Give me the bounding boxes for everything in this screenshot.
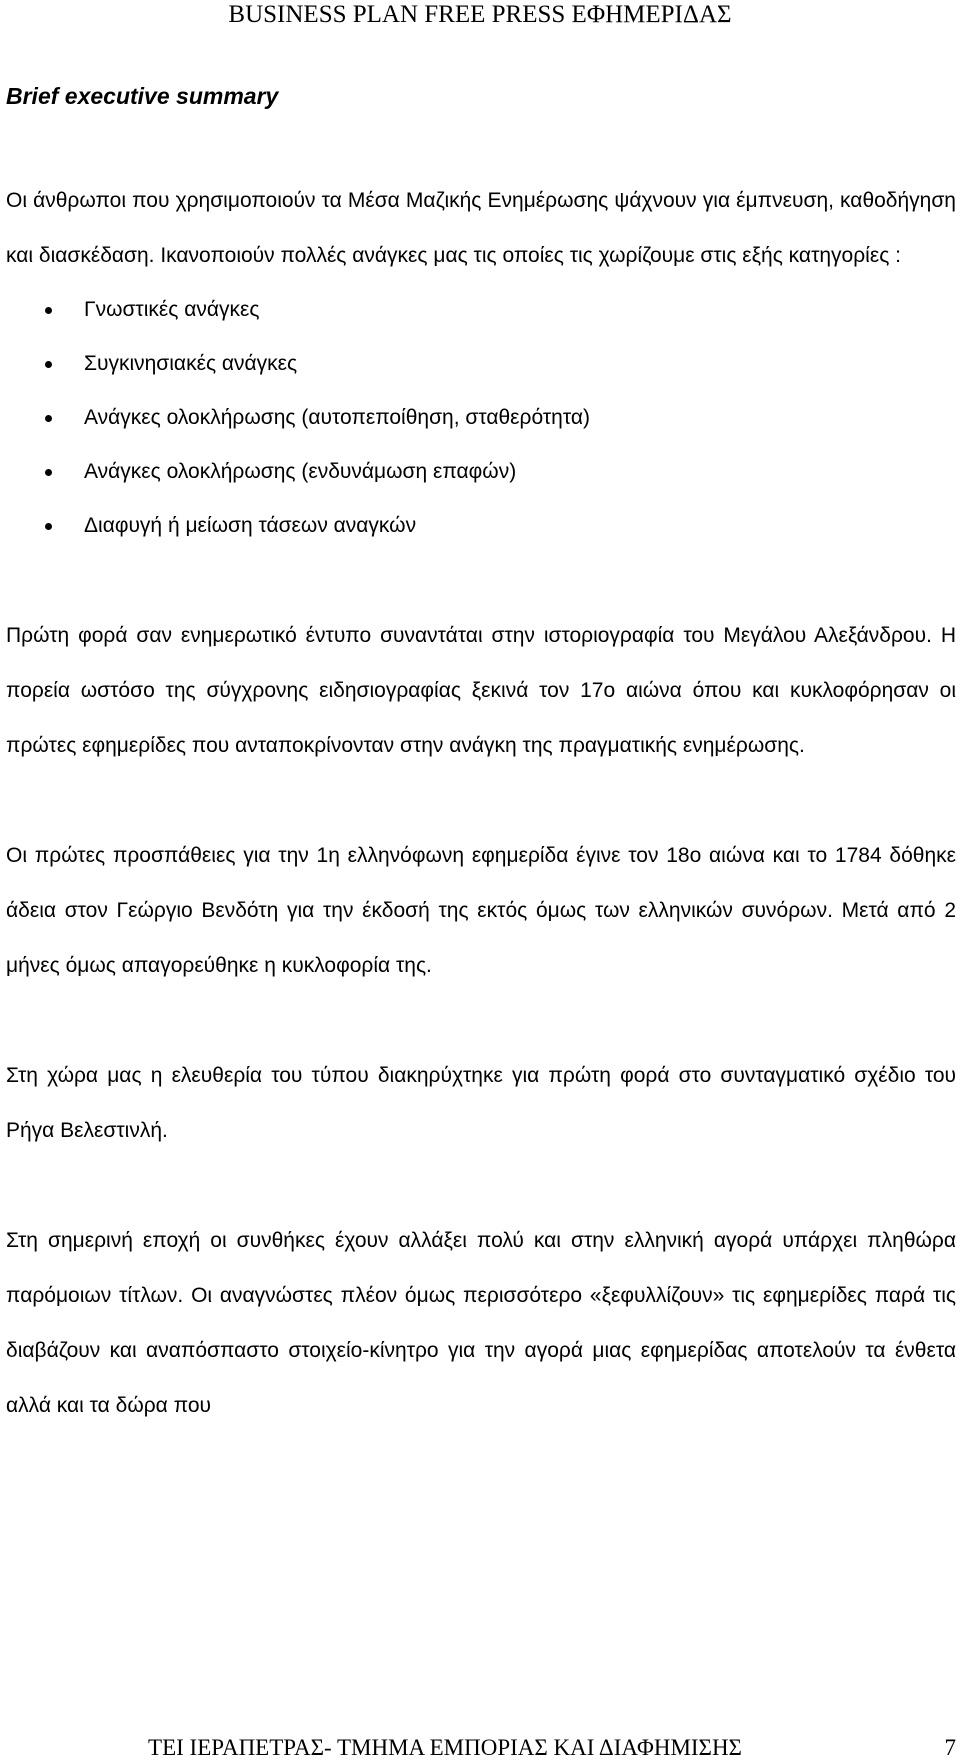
list-item-text: Γνωστικές ανάγκες	[84, 298, 260, 321]
bullet-icon	[45, 415, 52, 422]
list-item	[6, 337, 956, 391]
list-item-text: Συγκινησιακές ανάγκες	[84, 352, 298, 375]
bullet-icon	[45, 307, 52, 314]
intro-paragraph: Οι άνθρωποι που χρησιμοποιούν τα Μέσα Μαζικής Ενημέρωσης ψάχνουν για έμπνευση, καθοδήγηση και διασκέδαση. Ικανοποιούν πολλές ανάγκες μας τις οποίες τις χωρίζουμε στις εξής κατηγορίες :	[6, 189, 956, 267]
market-today-paragraph: Στη σημερινή εποχή οι συνθήκες έχουν αλλάξει πολύ και στην ελληνική αγορά υπάρχει πληθώρα παρόμοιων τίτλων. Οι αναγνώστες πλέον όμως περισσότερο «ξεφυλλίζουν» τις εφημερίδες παρά τις διαβάζουν και αναπόσπαστο στοιχείο-κίνητρο για την αγορά μιας εφημερίδας αποτελούν τα ένθετα αλλά και τα δώρα που	[6, 1229, 956, 1417]
section-title: Brief executive summary	[6, 83, 279, 109]
page-number: 7	[944, 1735, 956, 1760]
list-item	[6, 391, 956, 445]
list-item	[6, 283, 956, 337]
bullet-icon	[45, 523, 52, 530]
page-header	[0, 0, 960, 30]
footer-text: ΤΕΙ ΙΕΡΑΠΕΤΡΑΣ- ΤΜΗΜΑ ΕΜΠΟΡΙΑΣ ΚΑΙ ΔΙΑΦΗΜΙΣΗΣ	[148, 1735, 742, 1760]
list-item-text: Διαφυγή ή μείωση τάσεων αναγκών	[84, 514, 417, 537]
bullet-icon	[45, 361, 52, 368]
press-freedom-paragraph: Στη χώρα μας η ελευθερία του τύπου διακηρύχτηκε για πρώτη φορά στο συνταγματικό σχέδιο του Ρήγα Βελεστινλή.	[6, 1064, 956, 1142]
history-paragraph: Πρώτη φορά σαν ενημερωτικό έντυπο συναντάται στην ιστοριογραφία του Μεγάλου Αλεξάνδρου. Η πορεία ωστόσο της σύγχρονης ειδησιογραφίας ξεκινά τον 17ο αιώνα όπου και κυκλοφόρησαν οι πρώτες εφημερίδες που ανταποκρίνονταν στην ανάγκη της πραγματικής ενημέρωσης.	[6, 624, 956, 757]
list-item	[6, 499, 956, 553]
list-item-text: Ανάγκες ολοκλήρωσης (ενδυνάμωση επαφών)	[84, 460, 517, 483]
header-title: BUSINESS PLAN FREE PRESS ΕΦΗΜΕΡΙΔΑΣ	[228, 1, 732, 28]
needs-list	[6, 283, 956, 553]
document-body	[6, 76, 956, 1433]
list-item	[6, 445, 956, 499]
bullet-icon	[45, 469, 52, 476]
list-item-text: Ανάγκες ολοκλήρωσης (αυτοπεποίθηση, σταθερότητα)	[84, 406, 590, 429]
first-greek-newspaper-paragraph: Οι πρώτες προσπάθειες για την 1η ελληνόφωνη εφημερίδα έγινε τον 18ο αιώνα και το 1784 δόθηκε άδεια στον Γεώργιο Βενδότη για την έκδοσή της εκτός όμως των ελληνικών συνόρων. Μετά από 2 μήνες όμως απαγορεύθηκε η κυκλοφορία της.	[6, 844, 956, 977]
